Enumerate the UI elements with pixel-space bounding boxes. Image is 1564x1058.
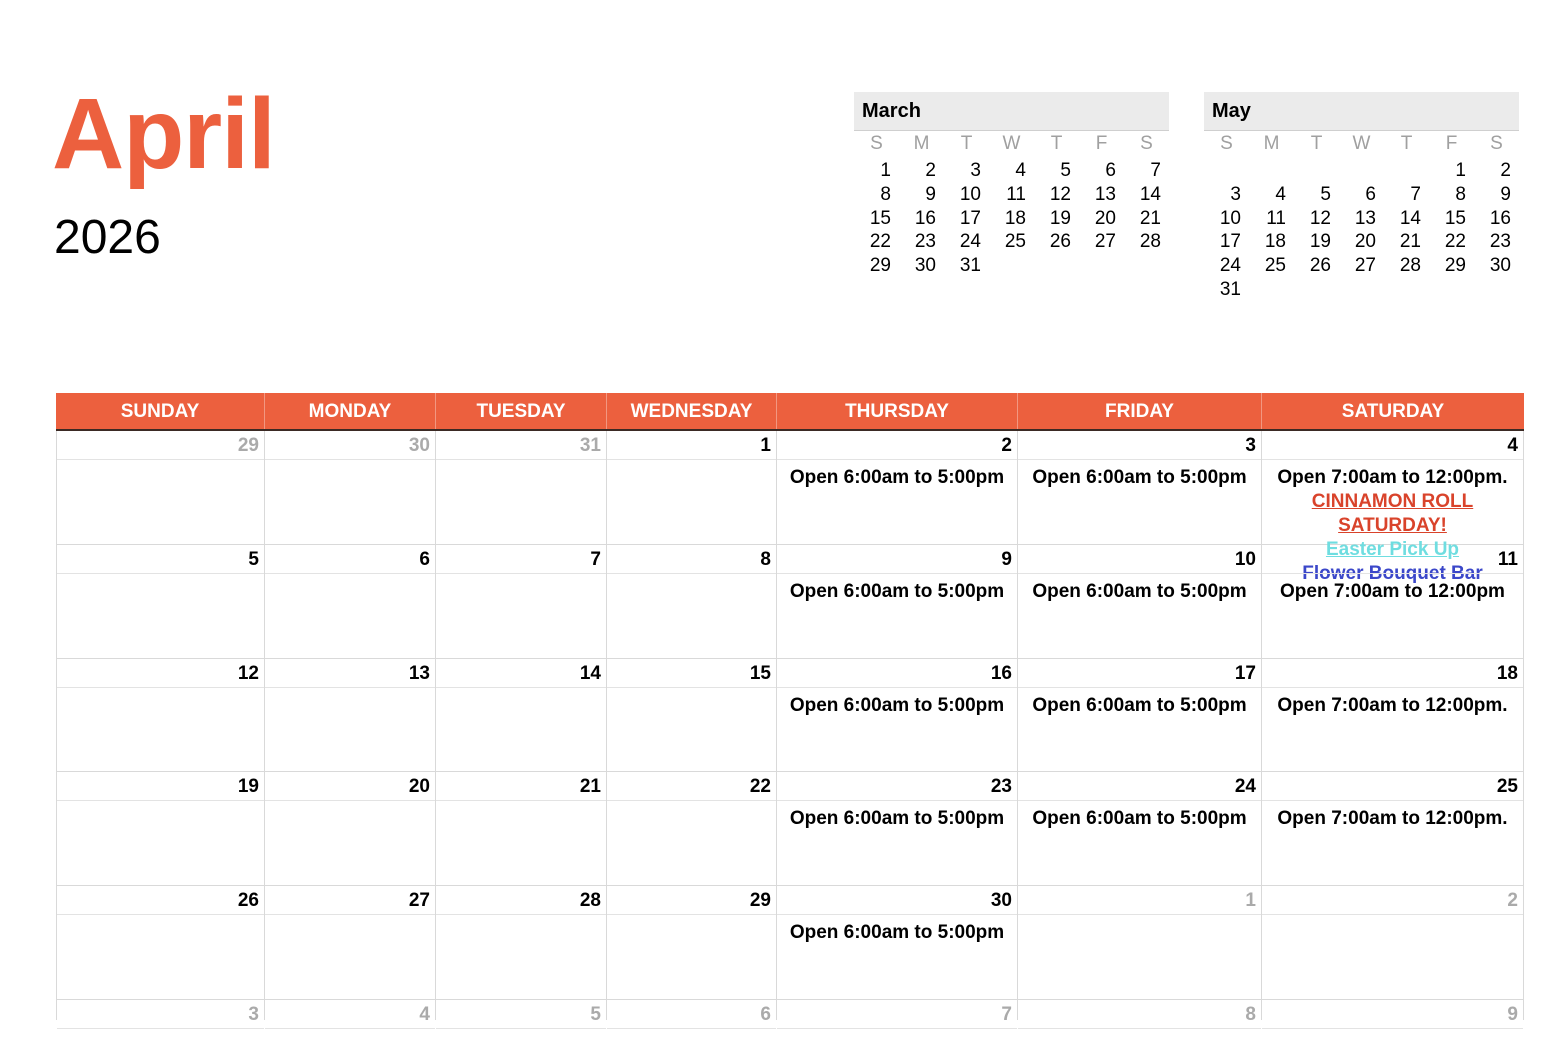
event-list xyxy=(1262,915,1523,921)
event-list xyxy=(265,801,435,807)
day-number: 27 xyxy=(265,886,435,915)
mini-weekday-label: S xyxy=(1140,133,1153,154)
event-text: Open 7:00am to 12:00pm. xyxy=(1277,694,1508,716)
event-text: Open 6:00am to 5:00pm xyxy=(789,808,1005,830)
mini-day: 5 xyxy=(1060,160,1071,181)
mini-day: 8 xyxy=(880,183,891,205)
event-list xyxy=(777,1029,1017,1035)
day-cell[interactable] xyxy=(1018,545,1262,658)
day-cell[interactable] xyxy=(1262,545,1524,658)
event-link[interactable]: CINNAMON ROLL SATURDAY! xyxy=(1311,491,1474,536)
day-cell[interactable] xyxy=(436,545,607,658)
day-number: 17 xyxy=(1018,659,1261,688)
mini-day xyxy=(1249,278,1294,302)
event-text: Open 6:00am to 5:00pm xyxy=(1032,694,1247,716)
day-number: 30 xyxy=(265,431,435,460)
mini-day: 26 xyxy=(1309,255,1331,277)
day-cell[interactable] xyxy=(1262,886,1524,999)
mini-day: 18 xyxy=(1264,231,1286,253)
mini-weekday-label: W xyxy=(1002,133,1021,154)
event-text: Open 6:00am to 5:00pm xyxy=(789,467,1005,488)
mini-weekday-label: T xyxy=(1050,133,1063,154)
weekday-thursday: THURSDAY xyxy=(777,393,1018,429)
day-number: 16 xyxy=(777,659,1017,688)
day-number: 24 xyxy=(1018,772,1261,801)
day-cell[interactable] xyxy=(1018,1000,1262,1025)
day-number: 7 xyxy=(436,545,606,574)
mini-day xyxy=(1474,278,1519,302)
day-number: 18 xyxy=(1262,659,1523,688)
mini-weekday-label: W xyxy=(1352,133,1371,154)
day-number: 1 xyxy=(607,431,776,460)
day-cell[interactable] xyxy=(265,1000,436,1025)
mini-day: 31 xyxy=(959,255,981,277)
mini-day: 26 xyxy=(1049,231,1071,253)
week-row xyxy=(56,886,1524,1000)
week-row xyxy=(56,1000,1524,1025)
day-number: 5 xyxy=(436,1000,606,1029)
mini-day: 9 xyxy=(925,183,936,205)
day-cell[interactable] xyxy=(265,545,436,658)
day-cell[interactable] xyxy=(607,886,777,999)
event-list xyxy=(777,801,1017,831)
mini-day: 12 xyxy=(1309,207,1331,229)
event-list xyxy=(265,460,435,466)
day-cell[interactable] xyxy=(56,1000,265,1025)
mini-day: 4 xyxy=(1015,160,1026,181)
mini-calendar-grid xyxy=(1204,131,1519,302)
mini-day: 27 xyxy=(1094,231,1116,253)
event-list xyxy=(1262,688,1523,718)
mini-day: 16 xyxy=(914,207,936,229)
day-number: 29 xyxy=(607,886,776,915)
day-cell[interactable] xyxy=(265,772,436,885)
mini-day xyxy=(1384,159,1429,183)
mini-day: 7 xyxy=(1150,160,1161,181)
event-text: Flower Bouquet Bar xyxy=(1302,563,1483,584)
day-number: 29 xyxy=(57,431,264,460)
day-cell[interactable] xyxy=(1262,1000,1524,1025)
event-list xyxy=(265,574,435,580)
mini-day xyxy=(1294,278,1339,302)
day-number: 4 xyxy=(1262,431,1523,460)
event-text: Open 6:00am to 5:00pm xyxy=(1032,467,1247,488)
day-cell[interactable] xyxy=(607,659,777,772)
event-list xyxy=(57,688,264,694)
day-cell[interactable] xyxy=(1018,772,1262,885)
mini-calendar-title: March xyxy=(854,92,1169,131)
event-list xyxy=(607,801,776,807)
day-number: 5 xyxy=(57,545,264,574)
day-number: 2 xyxy=(777,431,1017,460)
event-list xyxy=(607,688,776,694)
day-cell[interactable] xyxy=(777,772,1018,885)
day-number: 2 xyxy=(1262,886,1523,915)
mini-day: 16 xyxy=(1489,207,1511,229)
event-list xyxy=(777,688,1017,718)
mini-day: 8 xyxy=(1455,183,1466,205)
day-number: 13 xyxy=(265,659,435,688)
day-cell[interactable] xyxy=(607,1000,777,1025)
day-number: 23 xyxy=(777,772,1017,801)
day-cell[interactable] xyxy=(607,545,777,658)
event-list xyxy=(57,460,264,466)
week-row xyxy=(56,772,1524,886)
day-number: 8 xyxy=(607,545,776,574)
day-number: 6 xyxy=(607,1000,776,1029)
mini-day: 17 xyxy=(959,207,981,229)
mini-day xyxy=(1339,159,1384,183)
mini-day: 31 xyxy=(1219,278,1241,300)
event-text: Open 7:00am to 12:00pm. xyxy=(1277,808,1508,830)
day-cell[interactable] xyxy=(436,1000,607,1025)
event-list xyxy=(607,574,776,580)
event-list xyxy=(265,1029,435,1035)
mini-day: 25 xyxy=(1264,255,1286,277)
weekday-sunday: SUNDAY xyxy=(56,393,265,429)
event-list xyxy=(436,801,606,807)
mini-day: 22 xyxy=(1444,231,1466,253)
mini-day: 23 xyxy=(1489,231,1511,253)
day-number: 7 xyxy=(777,1000,1017,1029)
day-number: 3 xyxy=(57,1000,264,1029)
day-number: 25 xyxy=(1262,772,1523,801)
event-list xyxy=(1018,915,1261,921)
event-text: Open 6:00am to 5:00pm xyxy=(1032,580,1247,602)
event-text: Open 6:00am to 5:00pm xyxy=(789,694,1005,716)
day-cell[interactable] xyxy=(1262,772,1524,885)
mini-day: 15 xyxy=(869,207,891,229)
mini-day: 1 xyxy=(1455,160,1466,181)
mini-day: 13 xyxy=(1354,207,1376,229)
mini-day: 20 xyxy=(1354,231,1376,253)
day-cell[interactable] xyxy=(1018,659,1262,772)
event-list xyxy=(607,1029,776,1035)
mini-day: 30 xyxy=(914,255,936,277)
week-row xyxy=(56,545,1524,659)
mini-day: 23 xyxy=(914,231,936,253)
mini-day: 21 xyxy=(1399,231,1421,253)
day-number: 11 xyxy=(1262,545,1523,574)
event-list xyxy=(1018,801,1261,831)
mini-day: 2 xyxy=(925,160,936,181)
event-list xyxy=(1018,460,1261,490)
day-cell[interactable] xyxy=(265,431,436,544)
mini-weekday-label: M xyxy=(913,133,930,154)
day-number: 1 xyxy=(1018,886,1261,915)
day-number: 3 xyxy=(1018,431,1261,460)
mini-day: 14 xyxy=(1399,207,1421,229)
mini-day: 10 xyxy=(959,183,981,205)
mini-day: 5 xyxy=(1320,183,1331,205)
mini-weekday-label: S xyxy=(1220,133,1233,154)
day-number: 12 xyxy=(57,659,264,688)
mini-day: 11 xyxy=(1006,183,1026,205)
event-text: Open 6:00am to 5:00pm xyxy=(1032,808,1247,830)
day-cell[interactable] xyxy=(1018,886,1262,999)
event-list xyxy=(1018,688,1261,718)
mini-day: 3 xyxy=(1230,183,1241,205)
mini-day: 3 xyxy=(970,160,981,181)
day-number: 28 xyxy=(436,886,606,915)
mini-day xyxy=(1034,254,1079,278)
mini-day: 19 xyxy=(1309,231,1331,253)
mini-day: 25 xyxy=(1004,231,1026,253)
day-cell[interactable] xyxy=(265,886,436,999)
day-number: 21 xyxy=(436,772,606,801)
mini-day: 11 xyxy=(1266,207,1286,229)
event-list xyxy=(436,574,606,580)
day-number: 6 xyxy=(265,545,435,574)
mini-weekday-label: S xyxy=(1490,133,1503,154)
day-cell[interactable] xyxy=(436,772,607,885)
day-number: 30 xyxy=(777,886,1017,915)
event-text: Open 7:00am to 12:00pm xyxy=(1280,580,1505,602)
day-cell[interactable] xyxy=(56,659,265,772)
day-cell[interactable] xyxy=(777,1000,1018,1025)
mini-weekday-label: F xyxy=(1445,133,1458,154)
event-list xyxy=(777,574,1017,604)
event-list xyxy=(607,460,776,466)
weekday-tuesday: TUESDAY xyxy=(436,393,607,429)
mini-day: 30 xyxy=(1489,255,1511,277)
day-number: 14 xyxy=(436,659,606,688)
mini-weekday-label: M xyxy=(1263,133,1280,154)
event-list xyxy=(436,460,606,466)
week-row xyxy=(56,659,1524,773)
mini-day xyxy=(1429,278,1474,302)
weekday-header xyxy=(56,393,1524,431)
mini-day: 17 xyxy=(1219,231,1241,253)
mini-day xyxy=(1249,159,1294,183)
mini-weekday-label: T xyxy=(1310,133,1323,154)
day-cell[interactable] xyxy=(777,431,1018,544)
mini-day: 14 xyxy=(1139,183,1161,205)
day-cell[interactable] xyxy=(56,772,265,885)
day-number: 9 xyxy=(1262,1000,1523,1029)
mini-day: 24 xyxy=(1219,255,1241,277)
event-list xyxy=(607,915,776,921)
event-list xyxy=(436,915,606,921)
day-cell[interactable] xyxy=(777,545,1018,658)
day-number: 31 xyxy=(436,431,606,460)
mini-day: 19 xyxy=(1049,207,1071,229)
mini-day: 2 xyxy=(1500,160,1511,181)
weekday-saturday: SATURDAY xyxy=(1341,401,1445,422)
mini-day: 13 xyxy=(1094,183,1116,205)
mini-weekday-label: S xyxy=(870,133,883,154)
event-list xyxy=(57,801,264,807)
event-list xyxy=(57,915,264,921)
event-list xyxy=(436,1029,606,1035)
weekday-friday: FRIDAY xyxy=(1018,393,1262,429)
event-list xyxy=(265,915,435,921)
event-list xyxy=(1018,1029,1261,1035)
day-cell[interactable] xyxy=(777,659,1018,772)
weekday-monday: MONDAY xyxy=(265,393,436,429)
mini-day: 4 xyxy=(1275,183,1286,205)
mini-day xyxy=(989,254,1034,278)
mini-weekday-label: T xyxy=(960,133,973,154)
mini-day: 12 xyxy=(1049,183,1071,205)
weekday-wednesday: WEDNESDAY xyxy=(607,393,777,429)
day-cell[interactable] xyxy=(1262,659,1524,772)
mini-day: 6 xyxy=(1105,160,1116,181)
mini-day: 9 xyxy=(1500,183,1511,205)
mini-day: 1 xyxy=(880,160,891,181)
event-list xyxy=(777,460,1017,490)
mini-day xyxy=(1339,278,1384,302)
mini-day: 15 xyxy=(1444,207,1466,229)
day-cell[interactable] xyxy=(607,772,777,885)
event-list xyxy=(265,688,435,694)
mini-day: 29 xyxy=(869,255,891,277)
day-number: 20 xyxy=(265,772,435,801)
day-number: 8 xyxy=(1018,1000,1261,1029)
mini-calendar-grid xyxy=(854,131,1169,278)
mini-calendar-title: May xyxy=(1204,92,1519,131)
day-cell[interactable] xyxy=(265,659,436,772)
event-link[interactable]: Easter Pick Up xyxy=(1325,539,1460,560)
mini-calendar-march xyxy=(854,92,1169,278)
year-title: 2026 xyxy=(54,211,161,264)
day-number: 19 xyxy=(57,772,264,801)
mini-day xyxy=(1294,159,1339,183)
day-cell[interactable] xyxy=(56,545,265,658)
day-number: 4 xyxy=(265,1000,435,1029)
mini-day: 27 xyxy=(1354,255,1376,277)
mini-day: 21 xyxy=(1139,207,1161,229)
day-number: 10 xyxy=(1018,545,1261,574)
mini-day xyxy=(1384,278,1429,302)
mini-day xyxy=(1079,254,1124,278)
mini-day: 24 xyxy=(959,231,981,253)
day-cell[interactable] xyxy=(436,659,607,772)
day-number: 26 xyxy=(57,886,264,915)
event-list xyxy=(57,1029,264,1035)
event-list xyxy=(1262,574,1523,604)
mini-day: 28 xyxy=(1399,255,1421,277)
mini-weekday-label: F xyxy=(1095,133,1108,154)
mini-day: 10 xyxy=(1219,207,1241,229)
day-cell[interactable] xyxy=(777,886,1018,999)
event-list xyxy=(57,574,264,580)
event-list xyxy=(436,688,606,694)
day-cell[interactable] xyxy=(56,886,265,999)
event-list xyxy=(777,915,1017,945)
mini-day: 22 xyxy=(869,231,891,253)
event-list xyxy=(1018,574,1261,604)
mini-day: 7 xyxy=(1410,183,1421,205)
mini-day xyxy=(1204,159,1249,183)
day-cell[interactable] xyxy=(436,431,607,544)
event-list xyxy=(1262,1029,1523,1035)
day-number: 22 xyxy=(607,772,776,801)
day-cell[interactable] xyxy=(436,886,607,999)
mini-day: 29 xyxy=(1444,255,1466,277)
day-number: 9 xyxy=(777,545,1017,574)
event-text: Open 6:00am to 5:00pm xyxy=(789,580,1005,602)
day-cell[interactable] xyxy=(1018,431,1262,544)
mini-day xyxy=(1124,254,1169,278)
mini-day: 20 xyxy=(1094,207,1116,229)
mini-calendar-may xyxy=(1204,92,1519,302)
day-cell[interactable] xyxy=(607,431,777,544)
event-text: Open 7:00am to 12:00pm. xyxy=(1277,467,1508,488)
mini-day: 6 xyxy=(1365,183,1376,205)
event-text: Open 6:00am to 5:00pm xyxy=(789,922,1005,944)
mini-day: 28 xyxy=(1139,231,1161,253)
mini-weekday-label: T xyxy=(1400,133,1413,154)
day-cell[interactable] xyxy=(56,431,265,544)
event-list xyxy=(1262,801,1523,831)
month-title: April xyxy=(52,78,275,190)
mini-day: 18 xyxy=(1004,207,1026,229)
day-number: 15 xyxy=(607,659,776,688)
calendar-body xyxy=(56,431,1524,1025)
month-calendar xyxy=(56,393,1524,1058)
